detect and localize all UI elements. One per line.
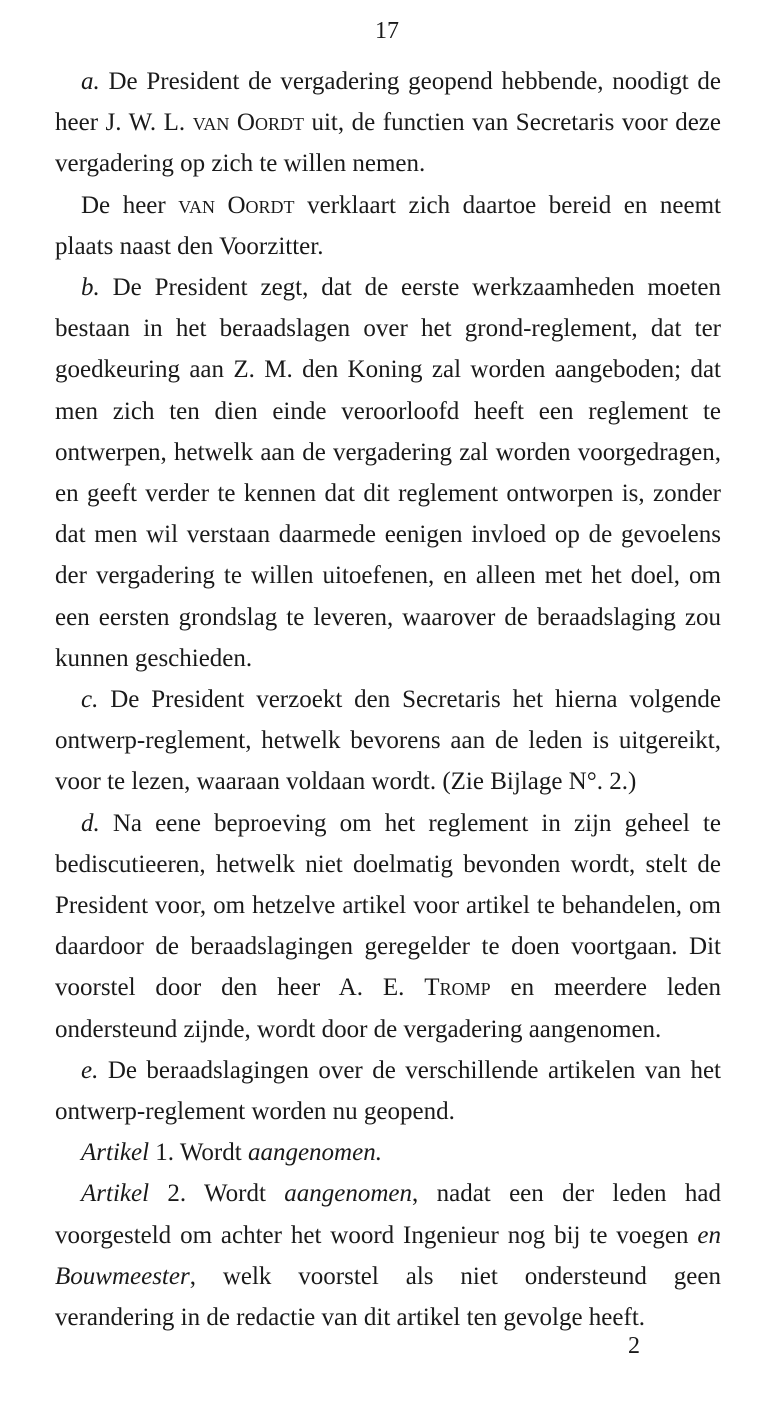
paragraph-label: c. bbox=[81, 686, 99, 714]
paragraph-a2 bbox=[55, 185, 721, 267]
text-segment: De President de vergadering geopend hebbende, noodigt de heer J. W. L. bbox=[55, 68, 721, 137]
text-segment: De beraadslagingen over de verschillende artikelen van het ontwerp-reglement worden nu geopend. bbox=[55, 1056, 721, 1126]
text-segment: en meerdere leden ondersteund zijnde, wordt door de vergadering aangenomen. bbox=[55, 974, 721, 1043]
paragraph-a bbox=[55, 61, 721, 185]
paragraph-art1 bbox=[55, 1132, 721, 1173]
paragraph-label: b. bbox=[81, 274, 100, 302]
text-segment: De heer bbox=[81, 191, 179, 219]
text-segment: De President verzoekt den Secretaris het hierna volgende ontwerp-reglement, hetwelk bevorens aan de leden is uitgereikt, voor te lezen, waaraan voldaan wordt. (Zie Bijlage N°. 2.) bbox=[55, 686, 721, 796]
paragraph-label: e. bbox=[81, 1056, 99, 1084]
text-segment: van Oordt bbox=[178, 191, 295, 219]
paragraph-label: Artikel bbox=[81, 1180, 150, 1208]
text-segment: , welk voorstel als niet ondersteund geen verandering in de redactie van dit artikel ten gevolge heeft. bbox=[55, 1262, 721, 1332]
paragraph-art2 bbox=[55, 1173, 721, 1338]
signature-mark: 2 bbox=[628, 1333, 640, 1359]
text-segment: aangenomen. bbox=[247, 1139, 382, 1167]
text-segment: verklaart zich daartoe bereid en neemt plaats naast den Voorzitter. bbox=[55, 191, 721, 260]
text-segment: van Oordt bbox=[192, 109, 304, 137]
paragraph-e bbox=[55, 1050, 721, 1132]
paragraph-label: Artikel bbox=[81, 1139, 150, 1167]
text-segment: en Bouwmeester bbox=[55, 1221, 721, 1290]
text-segment: Na eene beproeving om het reglement in zijn geheel te bediscutieeren, hetwelk niet doelmatig bevonden wordt, stelt de President voor, om hetzelve artikel voor artikel te behandelen, om daardoor de beraadslagingen geregelder te doen voortgaan. Dit voorstel door den heer A. E. bbox=[55, 809, 721, 1002]
page-number: 17 bbox=[375, 18, 399, 44]
text-segment: 2. Wordt bbox=[149, 1180, 285, 1208]
text-segment: De President zegt, dat de eerste werkzaamheden moeten bestaan in het beraadslagen over het grond-reglement, dat ter goedkeuring aan Z. M. den Koning zal worden aangeboden; dat men zich ten dien einde veroorloofd heeft een reglement te ontwerpen, hetwelk aan de vergadering zal worden voorgedragen, en geeft verder te kennen dat dit reglement ontworpen is, zonder dat men wil verstaan daarmede eenigen invloed op de gevoelens der vergadering te willen uitoefenen, en alleen met het doel, om een eersten grondslag te leveren, waarover de beraadslaging zou kunnen geschieden. bbox=[55, 274, 721, 672]
paragraph-b bbox=[55, 267, 721, 679]
text-segment: aangenomen bbox=[284, 1180, 412, 1208]
paragraph-label: a. bbox=[81, 68, 100, 95]
text-segment: , nadat een der leden had voorgesteld om achter het woord Ingenieur nog bij te voegen bbox=[55, 1180, 721, 1249]
text-segment: uit, de functien van Secretaris voor deze vergadering op zich te willen nemen. bbox=[55, 109, 721, 178]
paragraph-d bbox=[55, 803, 721, 1050]
body-text bbox=[55, 61, 721, 1338]
text-segment: Tromp bbox=[424, 974, 491, 1002]
paragraph-label: d. bbox=[81, 809, 100, 837]
text-segment: 1. Wordt bbox=[149, 1139, 248, 1167]
paragraph-c bbox=[55, 679, 721, 803]
